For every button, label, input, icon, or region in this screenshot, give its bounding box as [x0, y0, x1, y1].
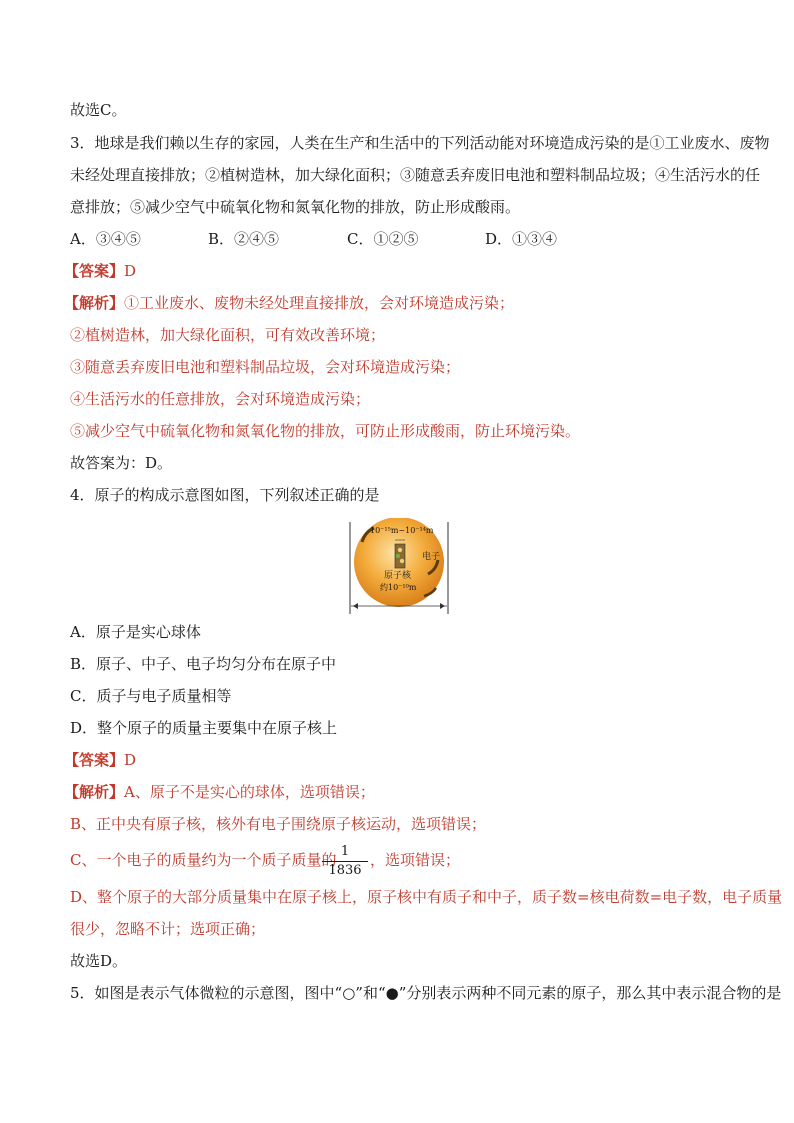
q4-explanation-line2: B、正中央有原子核，核外有电子围绕原子核运动，选项错误；	[70, 815, 487, 833]
q4-explanation-line5: 很少，忽略不计；选项正确；	[70, 920, 266, 938]
atom-structure-figure	[340, 518, 458, 614]
explanation-tag: 【解析】	[64, 294, 125, 312]
explanation-tag: 【解析】	[64, 783, 125, 801]
q4-option-c: C．质子与电子质量相等	[70, 687, 232, 705]
q3-explanation-line4: ④生活污水的任意排放，会对环境造成污染；	[70, 390, 371, 408]
q3-option-d: D．①③④	[485, 230, 558, 248]
q3-stem-line3: 意排放；⑤减少空气中硫氧化物和氮氧化物的排放，防止形成酸雨。	[70, 198, 521, 216]
electron-label: 电子	[422, 552, 441, 562]
q3-explanation-line5: ⑤减少空气中硫氧化物和氮氧化物的排放，可防止形成酸雨，防止环境污染。	[70, 422, 581, 440]
answer-tag: 【答案】	[64, 262, 125, 280]
fraction-bar	[322, 861, 368, 862]
q4-stem: 4．原子的构成示意图如图，下列叙述正确的是	[70, 486, 380, 504]
answer-tag: 【答案】	[64, 751, 125, 769]
q3-stem-line2: 未经处理直接排放；②植树造林，加大绿化面积；③随意丢弃废旧电池和塑料制品垃圾；④生活污水的任	[70, 166, 761, 184]
nucleus-label: 原子核	[384, 571, 412, 581]
q3-stem-line1: 3．地球是我们赖以生存的家园，人类在生产和生活中的下列活动能对环境造成污染的是①工业废水、废物	[70, 134, 770, 152]
q3-explanation-line2: ②植树造林，加大绿化面积，可有效改善环境；	[70, 326, 386, 344]
q3-option-b: B．②④⑤	[208, 230, 280, 248]
q3-explanation-line1	[64, 293, 514, 313]
q3-explanation-line3: ③随意丢弃废旧电池和塑料制品垃圾，会对环境造成污染；	[70, 358, 461, 376]
q4-explanation-line3b: ，选项错误；	[370, 851, 461, 869]
nucleus-size-label: 10⁻¹⁵m~10⁻¹⁴m	[370, 526, 434, 535]
q4-answer	[64, 750, 136, 770]
fraction-1-over-1836	[322, 844, 368, 879]
q4-option-d: D．整个原子的质量主要集中在原子核上	[70, 719, 338, 737]
atom-size-label: 约10⁻¹⁰m	[380, 583, 417, 592]
q4-option-a: A．原子是实心球体	[70, 623, 201, 641]
q4-explanation-line1	[64, 782, 375, 802]
q5-stem: 5．如图是表示气体微粒的示意图，图中“○”和“●”分别表示两种不同元素的原子，那么其中表示混合物的是	[70, 984, 782, 1002]
q2-conclusion: 故选C。	[70, 101, 127, 119]
explanation-text: ①工业废水、废物未经处理直接排放，会对环境造成污染；	[124, 294, 515, 312]
answer-value: D	[124, 262, 137, 280]
answer-value: D	[124, 751, 137, 769]
q4-explanation-line4: D、整个原子的大部分质量集中在原子核上，原子核中有质子和中子，质子数=核电荷数=电子数，电子质量	[70, 888, 783, 906]
q3-option-c: C．①②⑤	[347, 230, 419, 248]
explanation-text: A、原子不是实心的球体，选项错误；	[124, 783, 375, 801]
q3-answer	[64, 261, 136, 281]
fraction-denominator: 1836	[328, 863, 362, 878]
q4-conclusion: 故选D。	[70, 952, 128, 970]
q3-option-a: A．③④⑤	[70, 230, 141, 248]
fraction-numerator: 1	[340, 844, 350, 859]
q4-option-b: B．原子、中子、电子均匀分布在原子中	[70, 655, 337, 673]
q4-explanation-line3a: C、一个电子的质量约为一个质子质量的	[70, 851, 337, 869]
q3-conclusion: 故答案为：D。	[70, 454, 173, 472]
